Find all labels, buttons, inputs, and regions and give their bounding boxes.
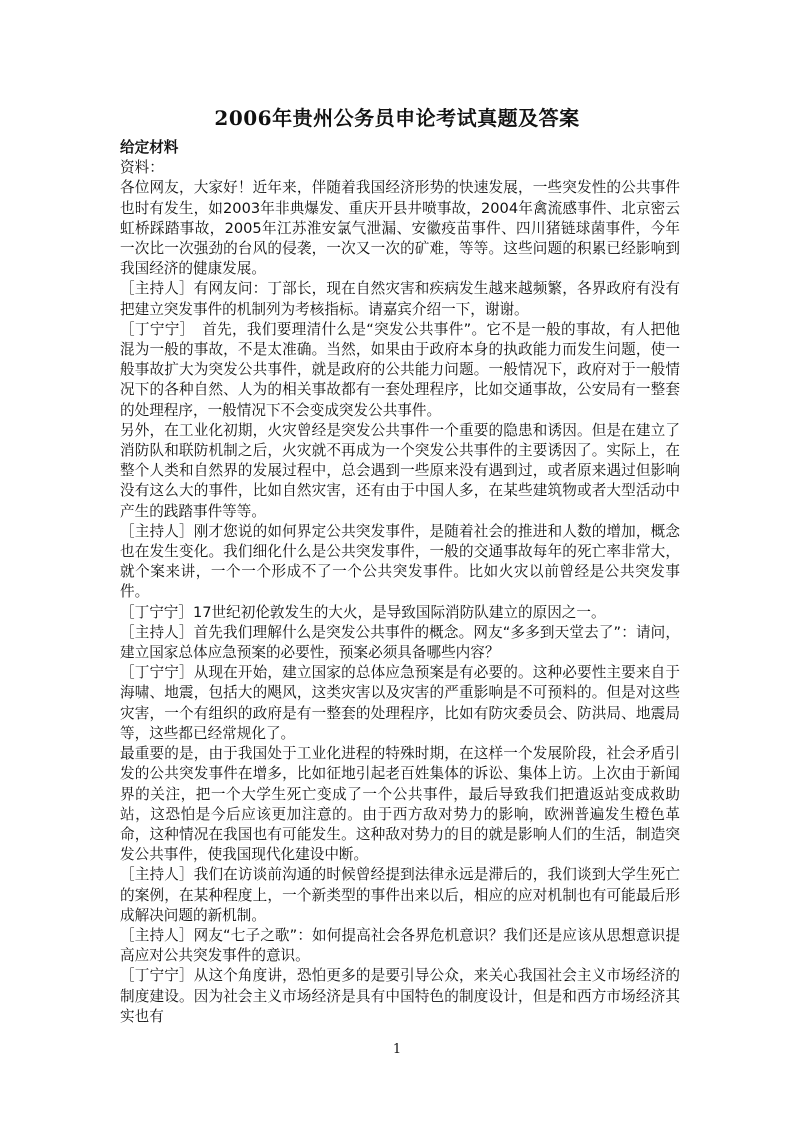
paragraph-host-question-1: ［主持人］有网友问：丁部长，现在自然灾害和疾病发生越来越频繁，各界政府有没有把建立突发事件的机制列为考核指标。请嘉宾介绍一下，谢谢。	[120, 280, 680, 318]
paragraph-ding-answer-3: ［丁宁宁］从现在开始，建立国家的总体应急预案是有必要的。这种必要性主要来自于海啸、地震，包括大的飓风，这类灾害以及灾害的严重影响是不可预料的。但是对这些灾害，一个有组织的政府是有一整套的处理程序，比如有防灾委员会、防洪局、地震局等，这些都已经常规化了。	[120, 664, 680, 742]
paragraph-ding-answer-1: ［丁宁宁］ 首先，我们要理清什么是“突发公共事件”。它不是一般的事故，有人把他混为一般的事故，不是太准确。当然，如果由于政府本身的执政能力而发生问题，使一般事故扩大为突发公共事件，就是政府的公共能力问题。一般情况下，政府对于一般情况下的各种自然、人为的相关事故都有一套处理程序，比如交通事故，公安局有一整套的处理程序，一般情况下不会变成突发公共事件。	[120, 320, 680, 419]
page-number: 1	[392, 1042, 402, 1057]
paragraph-intro: 各位网友，大家好！近年来，伴随着我国经济形势的快速发展，一些突发性的公共事件也时有发生，如2003年非典爆发、重庆开县井喷事故，2004年禽流感事件、北京密云虹桥踩踏事故，2005年江苏淮安氯气泄漏、安徽疫苗事件、四川猪链球菌事件，今年一次比一次强劲的台风的侵袭，一次又一次的矿难，等等。这些问题的积累已经影响到我国经济的健康发展。	[120, 179, 680, 278]
paragraph-ding-answer-1-cont: 另外，在工业化初期，火灾曾经是突发公共事件一个重要的隐患和诱因。但是在建立了消防队和联防机制之后，火灾就不再成为一个突发公共事件的主要诱因了。实际上，在整个人类和自然界的发展过程中，总会遇到一些原来没有遇到过，或者原来遇过但影响没有这么大的事件，比如自然灾害，还有由于中国人多，在某些建筑物或者大型活动中产生的践踏事件等等。	[120, 421, 680, 520]
section-heading: 给定材料	[120, 139, 179, 156]
paragraph-host-question-3: ［主持人］首先我们理解什么是突发公共事件的概念。网友“多多到天堂去了”：请问，建立国家总体应急预案的必要性，预案必须具备哪些内容？	[120, 623, 680, 662]
paragraph-source-label: 资料：	[120, 159, 164, 177]
paragraph-ding-answer-2: ［丁宁宁］17世纪初伦敦发生的大火，是导致国际消防队建立的原因之一。	[120, 603, 606, 621]
paragraph-host-question-4: ［主持人］网友“七子之歌”：如何提高社会各界危机意识？我们还是应该从思想意识提高应对公共突发事件的意识。	[120, 926, 680, 965]
document-title: 2006年贵州公务员申论考试真题及答案	[214, 106, 580, 130]
paragraph-ding-answer-4: ［丁宁宁］从这个角度讲，恐怕更多的是要引导公众，来关心我国社会主义市场经济的制度建设。因为社会主义市场经济是具有中国特色的制度设计，但是和西方市场经济其实也有	[120, 967, 680, 1025]
paragraph-host-comment: ［主持人］我们在访谈前沟通的时候曾经提到法律永远是滞后的，我们谈到大学生死亡的案例，在某种程度上，一个新类型的事件出来以后，相应的应对机制也有可能最后形成解决问题的新机制。	[120, 866, 680, 924]
paragraph-ding-answer-3-cont: 最重要的是，由于我国处于工业化进程的特殊时期，在这样一个发展阶段，社会矛盾引发的公共突发事件在增多，比如征地引起老百姓集体的诉讼、集体上访。上次由于新闻界的关注，把一个大学生死亡变成了一个公共事件，最后导致我们把遣返站变成救助站，这恐怕是今后应该更加注意的。由于西方敌对势力的影响，欧洲普遍发生橙色革命，这种情况在我国也有可能发生。这种敌对势力的目的就是影响人们的生活，制造突发公共事件，使我国现代化建设中断。	[120, 745, 680, 864]
paragraph-host-question-2: ［主持人］刚才您说的如何界定公共突发事件，是随着社会的推进和人数的增加，概念也在发生变化。我们细化什么是公共突发事件，一般的交通事故每年的死亡率非常大，就个案来讲，一个一个形成不了一个公共突发事件。比如火灾以前曾经是公共突发事件。	[120, 522, 680, 601]
document-body	[120, 138, 680, 1027]
